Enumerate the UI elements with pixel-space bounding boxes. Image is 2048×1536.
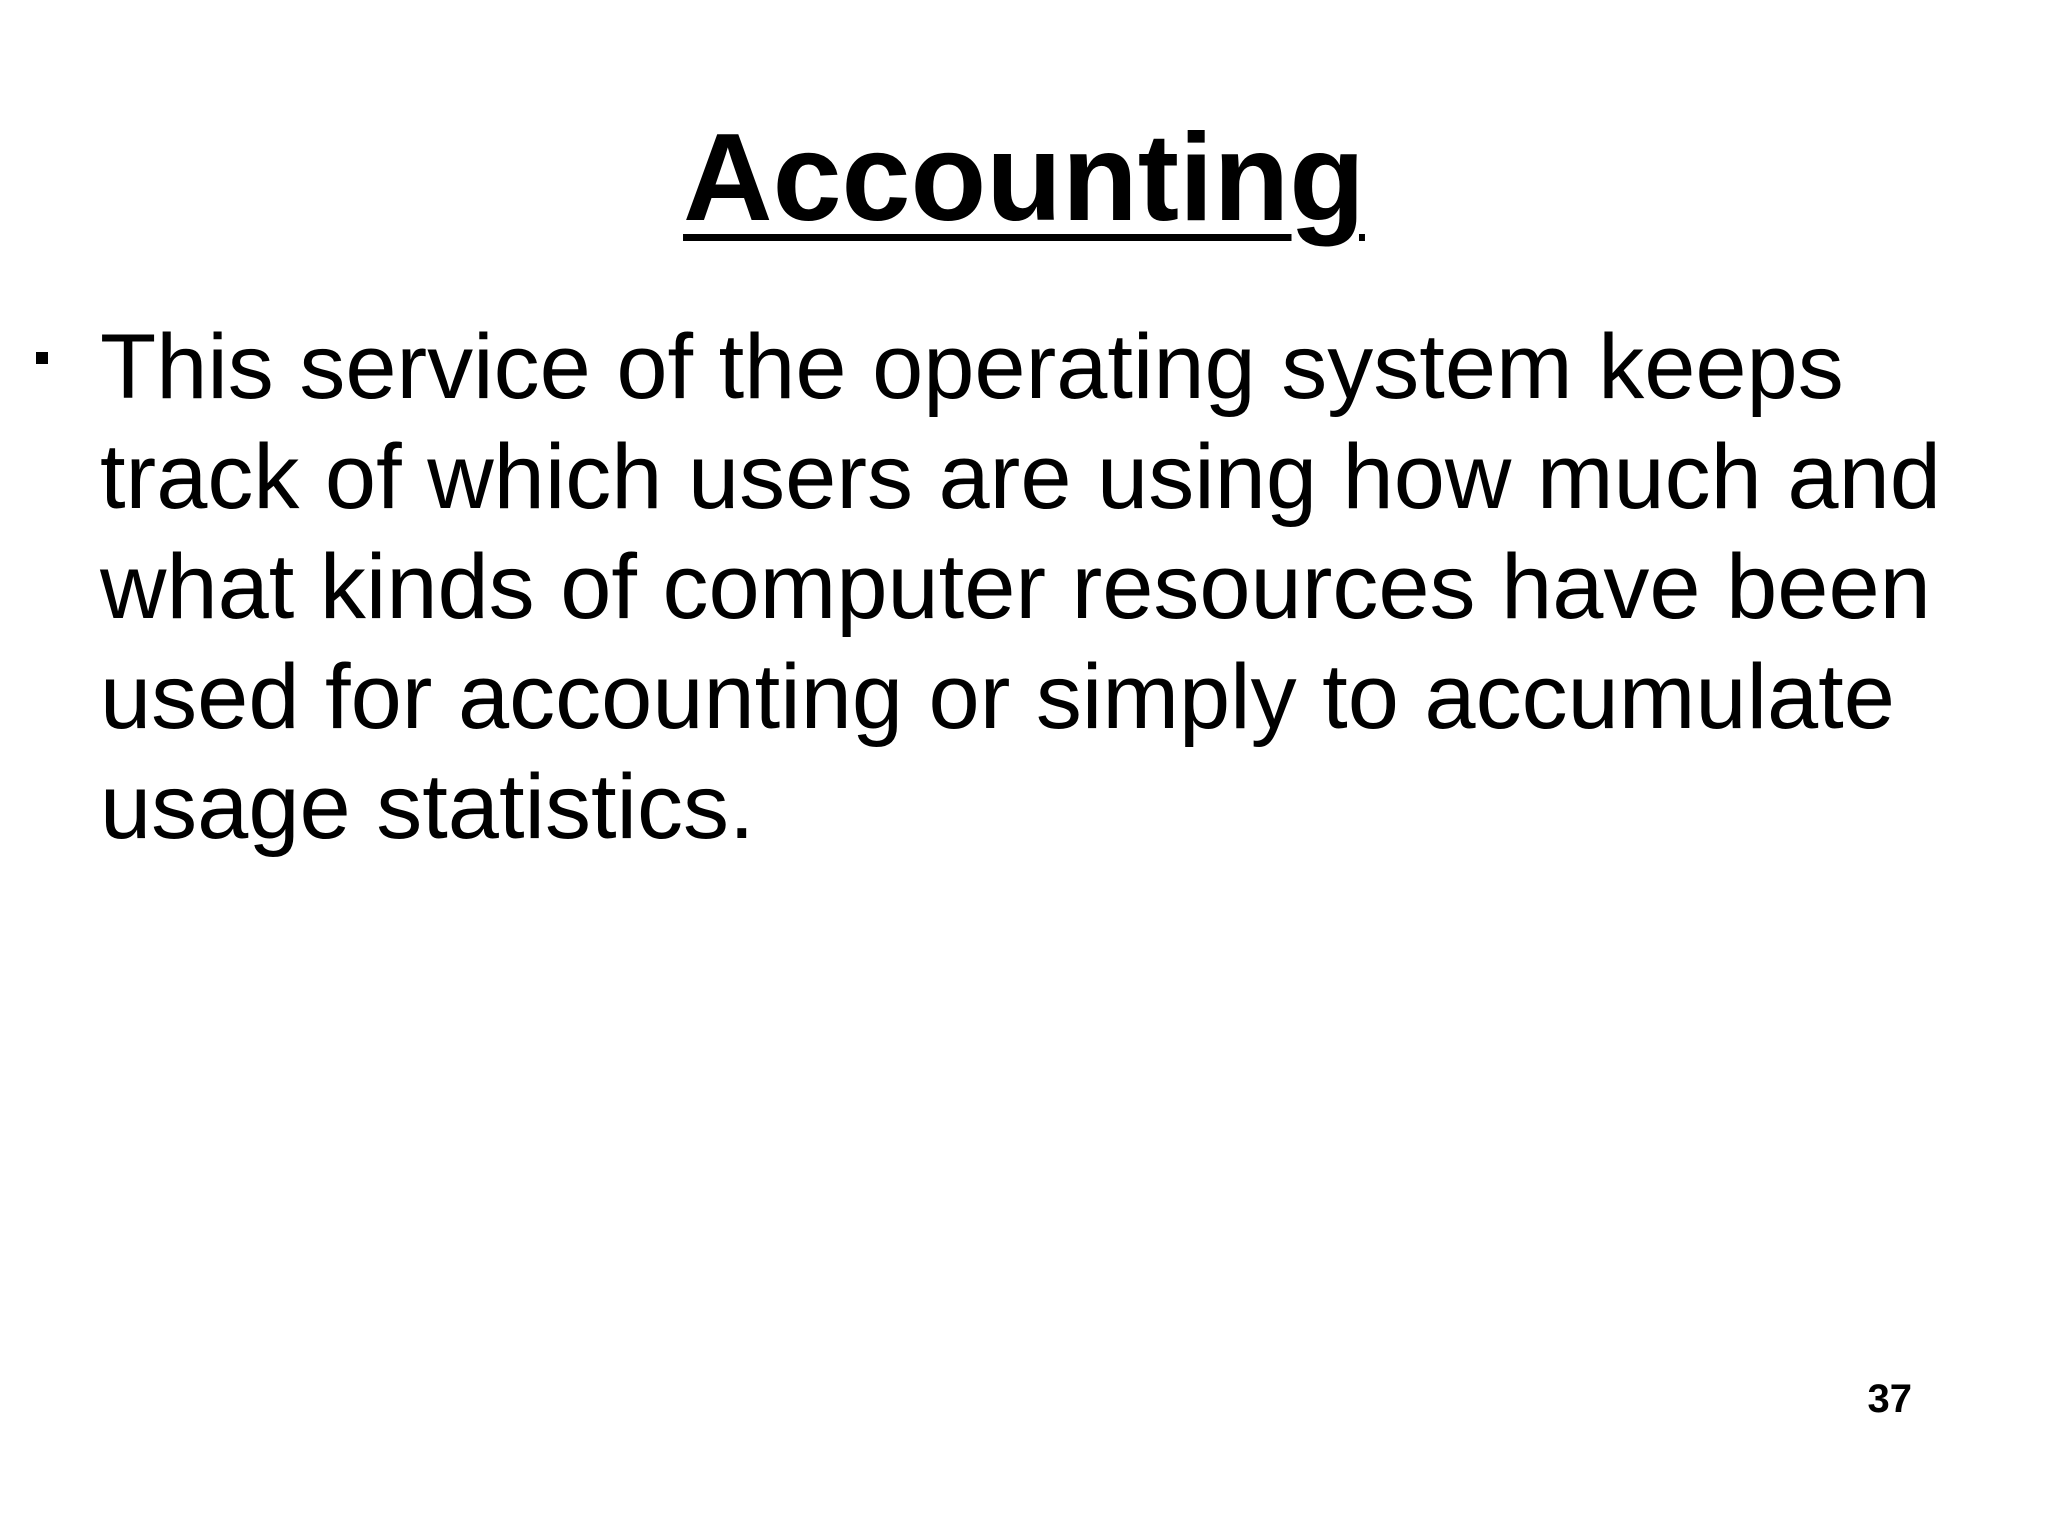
bullet-line: usage statistics.: [100, 756, 755, 858]
bullet-item: [0, 312, 2048, 862]
bullet-text: [100, 312, 1980, 862]
bullet-line: This service of the operating system keeps: [100, 316, 1844, 418]
bullet-line: track of which users are using how much and: [100, 426, 1941, 528]
page-number: 37: [1867, 1377, 1912, 1421]
bullet-marker-icon: [36, 352, 48, 364]
slide-title: Accounting: [683, 109, 1365, 247]
bullet-line: what kinds of computer resources have been: [100, 536, 1931, 638]
bullet-list: [0, 312, 2048, 862]
bullet-line: used for accounting or simply to accumulate: [100, 646, 1895, 748]
